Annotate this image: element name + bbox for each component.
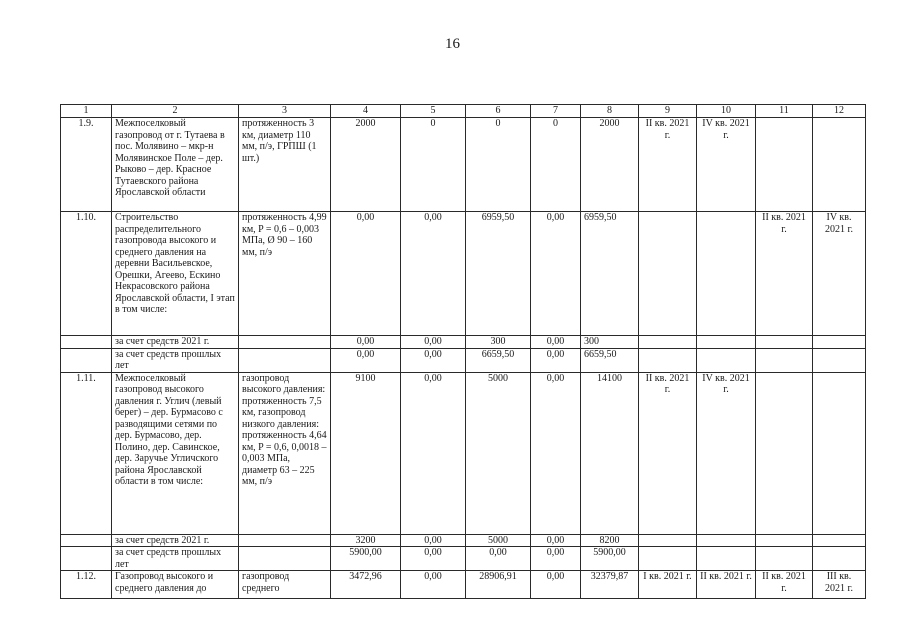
cell-col11 xyxy=(756,348,813,372)
cell-col11: II кв. 2021 г. xyxy=(756,212,813,336)
table-row xyxy=(61,212,866,336)
header-row xyxy=(61,105,866,118)
object-name: Межпоселковый газопровод высокого давления г. Углич (левый берег) – дер. Бурмасово с разводящими сетями по дер. Бурмасово, дер. Полино, дер. Савинское, дер. Заручье Угличского района Ярославской области в том числе: xyxy=(112,372,239,534)
header-cell: 3 xyxy=(239,105,331,118)
cell-col4: 5900,00 xyxy=(331,547,401,571)
cell-col9 xyxy=(639,212,697,336)
object-spec xyxy=(239,336,331,349)
object-name: за счет средств 2021 г. xyxy=(112,336,239,349)
cell-col6: 28906,91 xyxy=(466,571,531,599)
object-spec: протяженность 3 км, диаметр 110 мм, п/э, ГРПШ (1 шт.) xyxy=(239,118,331,212)
header-cell: 4 xyxy=(331,105,401,118)
cell-col10: II кв. 2021 г. xyxy=(697,571,756,599)
object-spec: протяженность 4,99 км, P = 0,6 – 0,003 МПа, Ø 90 – 160 мм, п/э xyxy=(239,212,331,336)
cell-col5: 0,00 xyxy=(401,547,466,571)
row-number: 1.9. xyxy=(61,118,112,212)
cell-col10: IV кв. 2021 г. xyxy=(697,118,756,212)
cell-col7: 0,00 xyxy=(531,348,581,372)
cell-col6: 300 xyxy=(466,336,531,349)
cell-col9: II кв. 2021 г. xyxy=(639,118,697,212)
header-cell: 10 xyxy=(697,105,756,118)
cell-col5: 0,00 xyxy=(401,212,466,336)
header-cell: 8 xyxy=(581,105,639,118)
cell-col11 xyxy=(756,118,813,212)
cell-col7: 0,00 xyxy=(531,547,581,571)
object-name: за счет средств прошлых лет xyxy=(112,547,239,571)
cell-col8: 300 xyxy=(581,336,639,349)
cell-col8: 6959,50 xyxy=(581,212,639,336)
header-cell: 12 xyxy=(813,105,866,118)
row-number: 1.10. xyxy=(61,212,112,336)
cell-col12 xyxy=(813,336,866,349)
header-cell: 7 xyxy=(531,105,581,118)
cell-col5: 0 xyxy=(401,118,466,212)
cell-col10 xyxy=(697,212,756,336)
cell-col10 xyxy=(697,534,756,547)
cell-col4: 3200 xyxy=(331,534,401,547)
cell-col11 xyxy=(756,336,813,349)
cell-col7: 0,00 xyxy=(531,336,581,349)
table-row xyxy=(61,571,866,599)
object-spec: газопровод среднего xyxy=(239,571,331,599)
cell-col9: I кв. 2021 г. xyxy=(639,571,697,599)
cell-col6: 0 xyxy=(466,118,531,212)
investment-table xyxy=(60,104,866,599)
table-row xyxy=(61,348,866,372)
cell-col5: 0,00 xyxy=(401,534,466,547)
cell-col12 xyxy=(813,547,866,571)
object-name: Строительство распределительного газопровода высокого и среднего давления на деревни Васильевское, Орешки, Агеево, Ескино Некрасовского района Ярославской области, I этап в том числе: xyxy=(112,212,239,336)
object-spec xyxy=(239,547,331,571)
object-name: за счет средств прошлых лет xyxy=(112,348,239,372)
object-name: за счет средств 2021 г. xyxy=(112,534,239,547)
cell-col11 xyxy=(756,372,813,534)
cell-col8: 32379,87 xyxy=(581,571,639,599)
cell-col9 xyxy=(639,336,697,349)
cell-col6: 6959,50 xyxy=(466,212,531,336)
cell-col9 xyxy=(639,547,697,571)
cell-col4: 0,00 xyxy=(331,348,401,372)
object-spec xyxy=(239,348,331,372)
cell-col10 xyxy=(697,547,756,571)
cell-col4: 9100 xyxy=(331,372,401,534)
cell-col10 xyxy=(697,336,756,349)
cell-col10 xyxy=(697,348,756,372)
cell-col8: 5900,00 xyxy=(581,547,639,571)
row-number: 1.11. xyxy=(61,372,112,534)
cell-col5: 0,00 xyxy=(401,336,466,349)
cell-col4: 0,00 xyxy=(331,336,401,349)
cell-col12 xyxy=(813,118,866,212)
row-number xyxy=(61,336,112,349)
object-spec: газопровод высокого давления: протяженность 7,5 км, газопровод низкого давления: протяженность 4,64 км, P = 0,6, 0,0018 – 0,003 МПа, диаметр 63 – 225 мм, п/э xyxy=(239,372,331,534)
table-row xyxy=(61,118,866,212)
cell-col6: 5000 xyxy=(466,372,531,534)
cell-col6: 5000 xyxy=(466,534,531,547)
table-row xyxy=(61,336,866,349)
cell-col5: 0,00 xyxy=(401,372,466,534)
cell-col7: 0 xyxy=(531,118,581,212)
header-cell: 1 xyxy=(61,105,112,118)
cell-col4: 2000 xyxy=(331,118,401,212)
cell-col7: 0,00 xyxy=(531,534,581,547)
cell-col4: 0,00 xyxy=(331,212,401,336)
cell-col9 xyxy=(639,534,697,547)
cell-col9: II кв. 2021 г. xyxy=(639,372,697,534)
header-cell: 9 xyxy=(639,105,697,118)
cell-col11: II кв. 2021 г. xyxy=(756,571,813,599)
cell-col12: IV кв. 2021 г. xyxy=(813,212,866,336)
table-row xyxy=(61,547,866,571)
cell-col12 xyxy=(813,534,866,547)
page-number: 16 xyxy=(445,36,460,52)
cell-col8: 14100 xyxy=(581,372,639,534)
cell-col12 xyxy=(813,348,866,372)
cell-col8: 2000 xyxy=(581,118,639,212)
header-cell: 6 xyxy=(466,105,531,118)
cell-col7: 0,00 xyxy=(531,571,581,599)
row-number xyxy=(61,534,112,547)
cell-col7: 0,00 xyxy=(531,212,581,336)
object-name: Газопровод высокого и среднего давления до xyxy=(112,571,239,599)
table-row xyxy=(61,372,866,534)
cell-col6: 0,00 xyxy=(466,547,531,571)
cell-col8: 8200 xyxy=(581,534,639,547)
cell-col10: IV кв. 2021 г. xyxy=(697,372,756,534)
cell-col11 xyxy=(756,534,813,547)
object-name: Межпоселковый газопровод от г. Тутаева в пос. Молявино – мкр-н Молявинское Поле – дер. Рыково – дер. Красное Тутаевского района Ярославской области xyxy=(112,118,239,212)
cell-col5: 0,00 xyxy=(401,348,466,372)
row-number xyxy=(61,348,112,372)
header-cell: 11 xyxy=(756,105,813,118)
table-row xyxy=(61,534,866,547)
cell-col5: 0,00 xyxy=(401,571,466,599)
cell-col12 xyxy=(813,372,866,534)
row-number: 1.12. xyxy=(61,571,112,599)
cell-col9 xyxy=(639,348,697,372)
object-spec xyxy=(239,534,331,547)
cell-col6: 6659,50 xyxy=(466,348,531,372)
cell-col7: 0,00 xyxy=(531,372,581,534)
row-number xyxy=(61,547,112,571)
header-cell: 5 xyxy=(401,105,466,118)
cell-col11 xyxy=(756,547,813,571)
header-cell: 2 xyxy=(112,105,239,118)
cell-col8: 6659,50 xyxy=(581,348,639,372)
cell-col4: 3472,96 xyxy=(331,571,401,599)
cell-col12: III кв. 2021 г. xyxy=(813,571,866,599)
